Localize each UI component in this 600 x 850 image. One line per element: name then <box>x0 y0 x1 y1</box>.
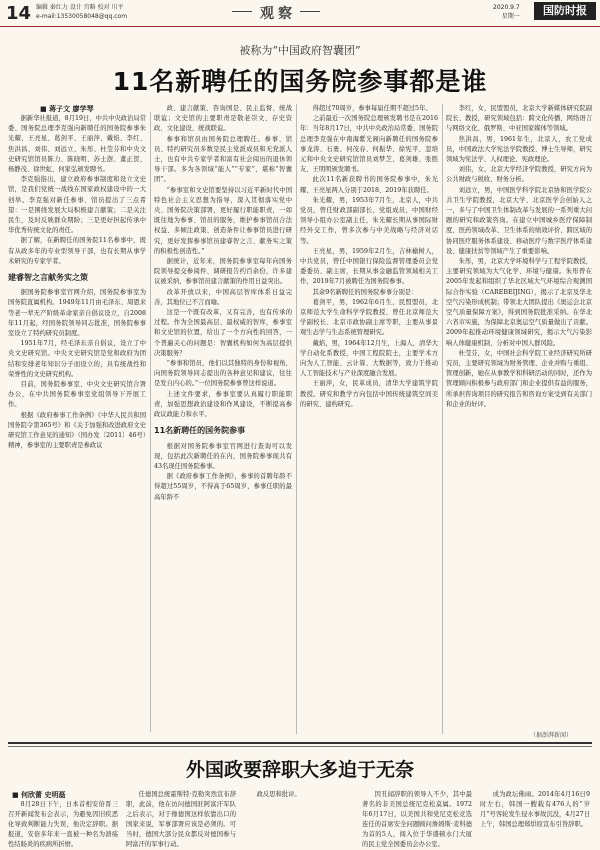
paragraph: 此次11名新获聘书的国务院参事中，朱光耀、王亮星两人分别于2018、2019年获聘任。 <box>300 176 438 194</box>
masthead <box>0 0 600 27</box>
paragraph: 政、建言献策、咨询国是、民主监督、统战联谊；文史馆的主要职责是敬老崇文、存史资政、文化建设、统战联谊。 <box>154 105 292 133</box>
paragraph: 改革开放以来，中国高层智库体系日益完善，其地位已不言而喻。 <box>154 288 292 306</box>
paragraph: “参事室和文史馆要坚持以习近平新时代中国特色社会主义思想为指导，深入贯彻落实党中央、国务院决策部署，更好履行职能职责，一如既往地为参事、馆员的服务，维护参事馆员合法权益、多倾注政策、创造条件让参事馆员进行研究，更好发挥参事馆员建睿智之言、献务实之策的积极性创造性。” <box>154 186 292 255</box>
article2-headline: 外国政要辞职大多迫于无奈 <box>185 759 414 781</box>
article2-column-5 <box>480 790 590 828</box>
paragraph: 参事和馆员由国务院总理聘任。参事、馆员、特约研究员多数是民主党派成员和无党派人士，也有中共专家学者和富有社会阅历的退休领导干部。多为各领域“能人”“专家”，堪称“智囊团”。 <box>154 135 292 184</box>
date-block <box>493 3 520 21</box>
paragraph: 据新华社报道，8月19日，中共中央政治局常委、国务院总理李克强向新聘任的国务院参事朱光耀、王亮星、葛剑平、王丽萍、戴焰、李红、焦洪昌、刘伟、刘远立、朱彤、杜莹芬和中央文史研究馆馆员陈力、陈晓明、苏士澍、董正贺、杨静茂、徐世虹、何家弘颁发聘书。 <box>8 115 146 174</box>
paragraph: 据统计，近年来，国务院参事室每年向国务院领导提交参阅件、调研报告约百余份，许多建议被采纳，参事馆员建言献策的作用日益突出。 <box>154 258 292 286</box>
paragraph: 据《政府参事工作条例》，参事的首聘年龄不得超过55周岁，不得高于65周岁，参事任职的最高年龄不 <box>154 473 292 501</box>
paragraph: 目前，国务院参事室、中央文史研究馆合署办公，在中共国务院参事室党组领导下开展工作。 <box>8 381 146 409</box>
paragraph: 焦洪昌，男，1961年生，北京人，农工党成员，中国政法大学宪法学院教授、博士生导师，研究领域为宪法学、人权理论、宪政理论。 <box>446 135 592 164</box>
paragraph: 王亮星，男，1959年2月生，吉林榆树人，中共党员，曾任中国银行保险监督管理委员会党委委员、副主席，长期从事金融监管领域相关工作，2019年7月被聘任为国务院参事。 <box>300 247 438 286</box>
paragraph: 李红，女，民盟盟员，北京大学新媒体研究院副院长、教授，研究领域包括：跨文化传播、网络语言与网络文化、俄罗斯、中亚国家媒体等领域。 <box>446 105 592 133</box>
paragraph: 葛剑平，男，1962年6月生，民盟盟员，北京师范大学生命科学学院教授、曾任北京师范大学副校长、北京市政协副主席等职，主要从事景观生态学与生态系统管理研究。 <box>300 298 438 337</box>
paragraph: 据国务院参事室官网介绍，国务院参事室为国务院直属机构。1949年11月由毛泽东、周恩来等老一辈无产阶级革命家亲自倡议设立，自2008年11月起，经国务院领导同志批准，国务院参事室设立了特约研究员制度。 <box>8 289 146 338</box>
paragraph: 得超过70周岁，参事每届任期不超过5年。 <box>312 105 432 112</box>
column-divider <box>442 104 443 734</box>
paragraph: 朱彤，男，北京大学环境科学与工程学院教授，主要研究领域为大气化学、环境与健康。朱彤曾在2005年发起和组织了华北区域大气环境综合观测国际合作实验（CAREBEIJING），揭示了北京及华北空气污染形成机制；带领北大团队提出《奥运会北京空气质量保障方案》，得到国务院批准采纳。在华北六省市实施，为保障北京奥运空气质量做出了贡献。2009年起推动环境健康领域研究，揭示大气污染影响人体健康机制、分析对中国人群风险。 <box>446 258 592 347</box>
paragraph: 李克强指出，建立政府参事制度和设立文史馆，是我们党统一战线在国家政权建设中的一大创举。李克强对新任参事、馆员提出了三点希望：一是围绕发展大局积极建言献策；二是关注民生，及时反映群众期盼；三是更好担起传承中华优秀传统文化的责任。 <box>8 176 146 235</box>
section-title: 观察 <box>260 3 296 23</box>
paragraph: 根据对国务院参事室官网进行查询可以发现，包括此次新聘任的在内，国务院参事现共有43名现任国务院参事。 <box>154 442 292 470</box>
paragraph: 1951年7月，经毛泽东亲自倡议，设立了中央文史研究馆。中央文史研究馆是党和政府为团结和安排老年知识分子而设立的，具有统战性和荣誉性的文史研究机构。 <box>8 340 146 378</box>
date-line: 2020.9.7 <box>493 4 520 11</box>
column-divider <box>150 112 151 732</box>
column-divider <box>296 104 297 734</box>
article-column-4 <box>446 104 592 724</box>
editor-line: 编辑 秦红力 设计 宫略 校对 川平 <box>36 4 124 11</box>
newspaper-logo: 国防时报 <box>534 2 596 20</box>
paragraph: 戴焰，男，1964年12月生，上海人，清华大学自动化系教授，中国工程院院士，主要学术方向为人工智能、云计算、大数据等，致力于推动人工智能技术与产业深度融合发展。 <box>300 339 438 378</box>
subheading: 建睿智之言献务实之策 <box>8 273 88 283</box>
paragraph: 王丽萍，女，民革成员，清华大学建筑学院教授。研究和教学方向包括中国传统建筑空间美的研究、建构研究。 <box>300 380 438 408</box>
email-line: e-mail:13530058048@qq.com <box>36 13 128 20</box>
paragraph: 政反思和批评。 <box>256 791 301 798</box>
article-column-2 <box>154 104 292 734</box>
article-divider <box>8 742 592 744</box>
source-note: （据澎湃新闻） <box>530 732 573 739</box>
article2-column-1 <box>8 800 118 848</box>
weekday-line: 星期一 <box>501 13 520 20</box>
paragraph: 据了解，在新聘任的国务院11名参事中，既有从政多年的专业型领导干部，也有长期从事学术研究的专家学者。 <box>8 237 146 265</box>
paragraph: 刘伟，女，北京大学经济学院教授，研究方向为公共财政与税收、财务分析。 <box>446 166 592 184</box>
article2-column-3 <box>244 790 354 828</box>
paragraph: 刘远立，男，中国医学科学院北京协和医学院公共卫生学院教授，北京大学、北京医学会创始人之一，多与了中国卫生体制改革与发展的一系列重大问题的研究和政策咨询。在建立中国城乡医疗保障制度、医药领域改革、卫生体系的绩效评价、跨区域的协同医疗服务体系建设、移动医疗与数字医疗体系建设、健康扶贫等领域产生了重要影响。 <box>446 186 592 255</box>
paragraph: 朱光耀，男，1953年7月生，北京人，中共党员，曾任财政部副部长、党组成员，中国财经领导小组办公室副主任，朱光耀长期从事国际财经外交工作，曾多次参与中美战略与经济对话等。 <box>300 196 438 245</box>
paragraph: 之前最近一次国务院总理颁发聘书是在2016年：当年8月17日，中共中央政治局常委、国务院总理李克强在中南海紫光阁向新聘任的国务院参事龙涛、石勇、何茂春、何振华、徐宪平、忽培元和中央文史研究馆馆员刘梦芝、葛剑雄、张胜友、王明明颁发聘书。 <box>300 115 438 174</box>
article-column-1 <box>8 114 146 734</box>
article-kicker: 被称为“中国政府智囊团” <box>239 44 361 57</box>
paragraph: 上述文件要求，参事室要认真履行职能职责，加强思想政治建设和作风建设，不断提高参政议政能力和水平。 <box>154 390 292 419</box>
paragraph: 8月28日下午，日本首相安倍晋三召开新闻发布会表示，为避免因旧疾恶化导致判断能力失误，他决定辞职。据报道，安倍多年来一直被一种名为溃疡性结肠炎的疾病所折磨。 <box>8 801 118 848</box>
paragraph: 根据《政府参事工作条例》《中华人民共和国国务院令第365号》和《关于加强和改进政府文史研究馆工作意见的通知》（国办发〔2011〕46号）精神，参事室的主要职责是参政议 <box>8 411 146 450</box>
paragraph: 任德国总统霍斯特·克勒突然宣布辞职，此前，他在访问德国驻阿富汗军队之后表示，对于像德国这样依靠出口的国家来说，军事部署应该是必须的。可当时，德国大部分民众都反对德国参与阿富汗的军事行动。 <box>126 791 236 848</box>
article2-byline: ■ 何欣蕾 史明磊 <box>12 790 66 800</box>
article-byline: ■ 蒋子文 廖学琴 <box>40 104 94 114</box>
article-headline: 11名新聘任的国务院参事都是谁 <box>112 67 488 96</box>
page-number: 14 <box>6 3 32 24</box>
paragraph: 因丑闻辞职的领导人不少，其中最著名的非美国总统尼克松莫属。1972年6月17日，以美国共和党尼克松竞选连任的首席安全问题顾问詹姆斯·麦科德为首的5人，闯入位于华盛顿水门大厦的民主党全国委员会办公室。 <box>362 791 472 848</box>
paragraph: 其余9名新聘任的国务院参事分别是： <box>312 288 418 296</box>
paragraph: “参事和馆员，他们以其独特的身份和视角，向国务院领导同志提出的各种意见和建议，往往是发自内心的。”一位国务院参事曾这样说道。 <box>154 360 292 388</box>
paragraph: 杜莹芬，女，中国社会科学院工业经济研究所研究员，主要研究领域为财务管理、企业并购与重组、管理创新，她在从事教学和科研活动的同时，还作为管理顾问积极参与政府部门和企业提供有益的服务，所承担咨询项目的研究报告和咨询方案受到有关部门和企业的好评。 <box>446 349 592 408</box>
subheading: 11名新聘任的国务院参事 <box>154 426 246 436</box>
article2-column-4 <box>362 790 472 848</box>
paragraph: 这是一个既有改革，又有完善，也有传承的过程。作为全国最高层、最权威的智库，参事室和文史馆的位置，给出了一个方向性的回答，一个普遍关心的问题是：智囊机构如何为高层提供决策服务？ <box>154 309 292 357</box>
article-column-3 <box>300 104 438 734</box>
paragraph: 成为政坛佛雨。2014年4月16日9时左右，韩国一艘载有476人的“岁月”号客轮发生侵水事故沉没，4月27日上午，韩国总理郑烘原宣布引咎辞职。 <box>480 791 590 828</box>
article-divider-thin <box>8 746 592 747</box>
article2-column-2 <box>126 790 236 848</box>
editor-info <box>36 3 127 21</box>
